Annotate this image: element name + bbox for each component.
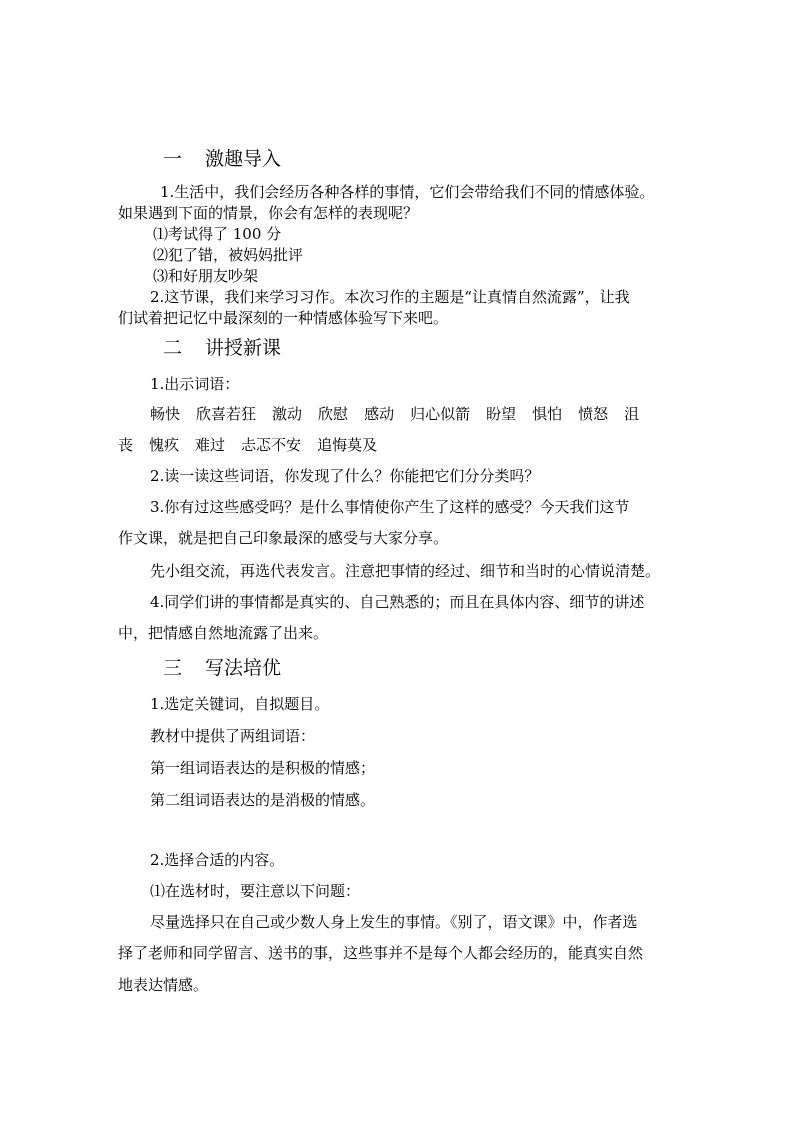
vocab-word: 盼望 — [486, 405, 517, 423]
paragraph-line: 教材中提供了两组词语： — [150, 727, 316, 745]
section-number: 二 — [163, 337, 183, 359]
section-title: 写法培优 — [205, 657, 282, 679]
paragraph-line: 3.你有过这些感受吗？是什么事情使你产生了这样的感受？今天我们这节 — [150, 498, 630, 516]
paragraph-line: 2.选择合适的内容。 — [150, 851, 285, 869]
section-heading-2 — [163, 336, 281, 360]
paragraph-line: 们试着把记忆中最深刻的一种情感体验写下来吧。 — [118, 309, 449, 327]
vocab-word: 丧 — [118, 436, 134, 454]
vocab-word: 沮 — [624, 405, 640, 423]
paragraph-line: 第一组词语表达的是积极的情感； — [150, 759, 376, 777]
vocab-word: 激动 — [272, 405, 303, 423]
vocab-word: 忐忑不安 — [241, 436, 302, 454]
paragraph-line: 第二组词语表达的是消极的情感。 — [150, 791, 376, 809]
vocab-word: 感动 — [364, 405, 395, 423]
vocab-word: 欣慰 — [318, 405, 349, 423]
vocab-word: 归心似箭 — [410, 405, 471, 423]
list-item: ⑴考试得了 100 分 — [153, 225, 282, 243]
paragraph-line: 择了老师和同学留言、送书的事，这些事并不是每个人都会经历的，能真实自然 — [118, 944, 644, 962]
paragraph-line: 尽量选择只在自己或少数人身上发生的事情。《别了，语文课》中，作者选 — [150, 913, 638, 931]
vocab-word: 惧怕 — [532, 405, 563, 423]
vocab-word: 欣喜若狂 — [196, 405, 257, 423]
paragraph-line: 作文课，就是把自己印象最深的感受与大家分享。 — [118, 529, 449, 547]
paragraph-line: 先小组交流，再选代表发言。注意把事情的经过、细节和当时的心情说清楚。 — [150, 562, 661, 580]
vocab-word: 愧疚 — [149, 436, 180, 454]
section-heading-1 — [163, 147, 281, 171]
section-heading-3 — [163, 656, 281, 680]
section-title: 讲授新课 — [205, 337, 282, 359]
section-number: 三 — [163, 657, 183, 679]
vocab-row-1 — [150, 404, 655, 424]
paragraph-line: 2.读一读这些词语，你发现了什么？你能把它们分分类吗？ — [150, 467, 540, 485]
paragraph-line: 1.出示词语： — [150, 375, 240, 393]
list-item: ⑵犯了错，被妈妈批评 — [153, 246, 304, 264]
vocab-word: 追悔莫及 — [317, 436, 378, 454]
paragraph-line: 2.这节课，我们来学习习作。本次习作的主题是“让真情自然流露”，让我 — [150, 288, 630, 306]
section-title: 激趣导入 — [205, 148, 282, 170]
paragraph-line: 中，把情感自然地流露了出来。 — [118, 624, 329, 642]
paragraph-line: 地表达情感。 — [118, 976, 209, 994]
vocab-word: 畅快 — [150, 405, 181, 423]
paragraph-line: ⑴在选材时，要注意以下问题： — [150, 882, 361, 900]
paragraph-line: 如果遇到下面的情景，你会有怎样的表现呢？ — [118, 204, 419, 222]
vocab-word: 愤怒 — [578, 405, 609, 423]
vocab-word: 难过 — [195, 436, 226, 454]
vocab-row-2 — [118, 435, 393, 455]
list-item: ⑶和好朋友吵架 — [153, 267, 259, 285]
paragraph-line: 1.选定关键词，自拟题目。 — [150, 695, 330, 713]
paragraph-line: 1.生活中，我们会经历各种各样的事情，它们会带给我们不同的情感体验。 — [160, 183, 655, 201]
paragraph-line: 4.同学们讲的事情都是真实的、自己熟悉的；而且在具体内容、细节的讲述 — [150, 593, 645, 611]
section-number: 一 — [163, 148, 183, 170]
